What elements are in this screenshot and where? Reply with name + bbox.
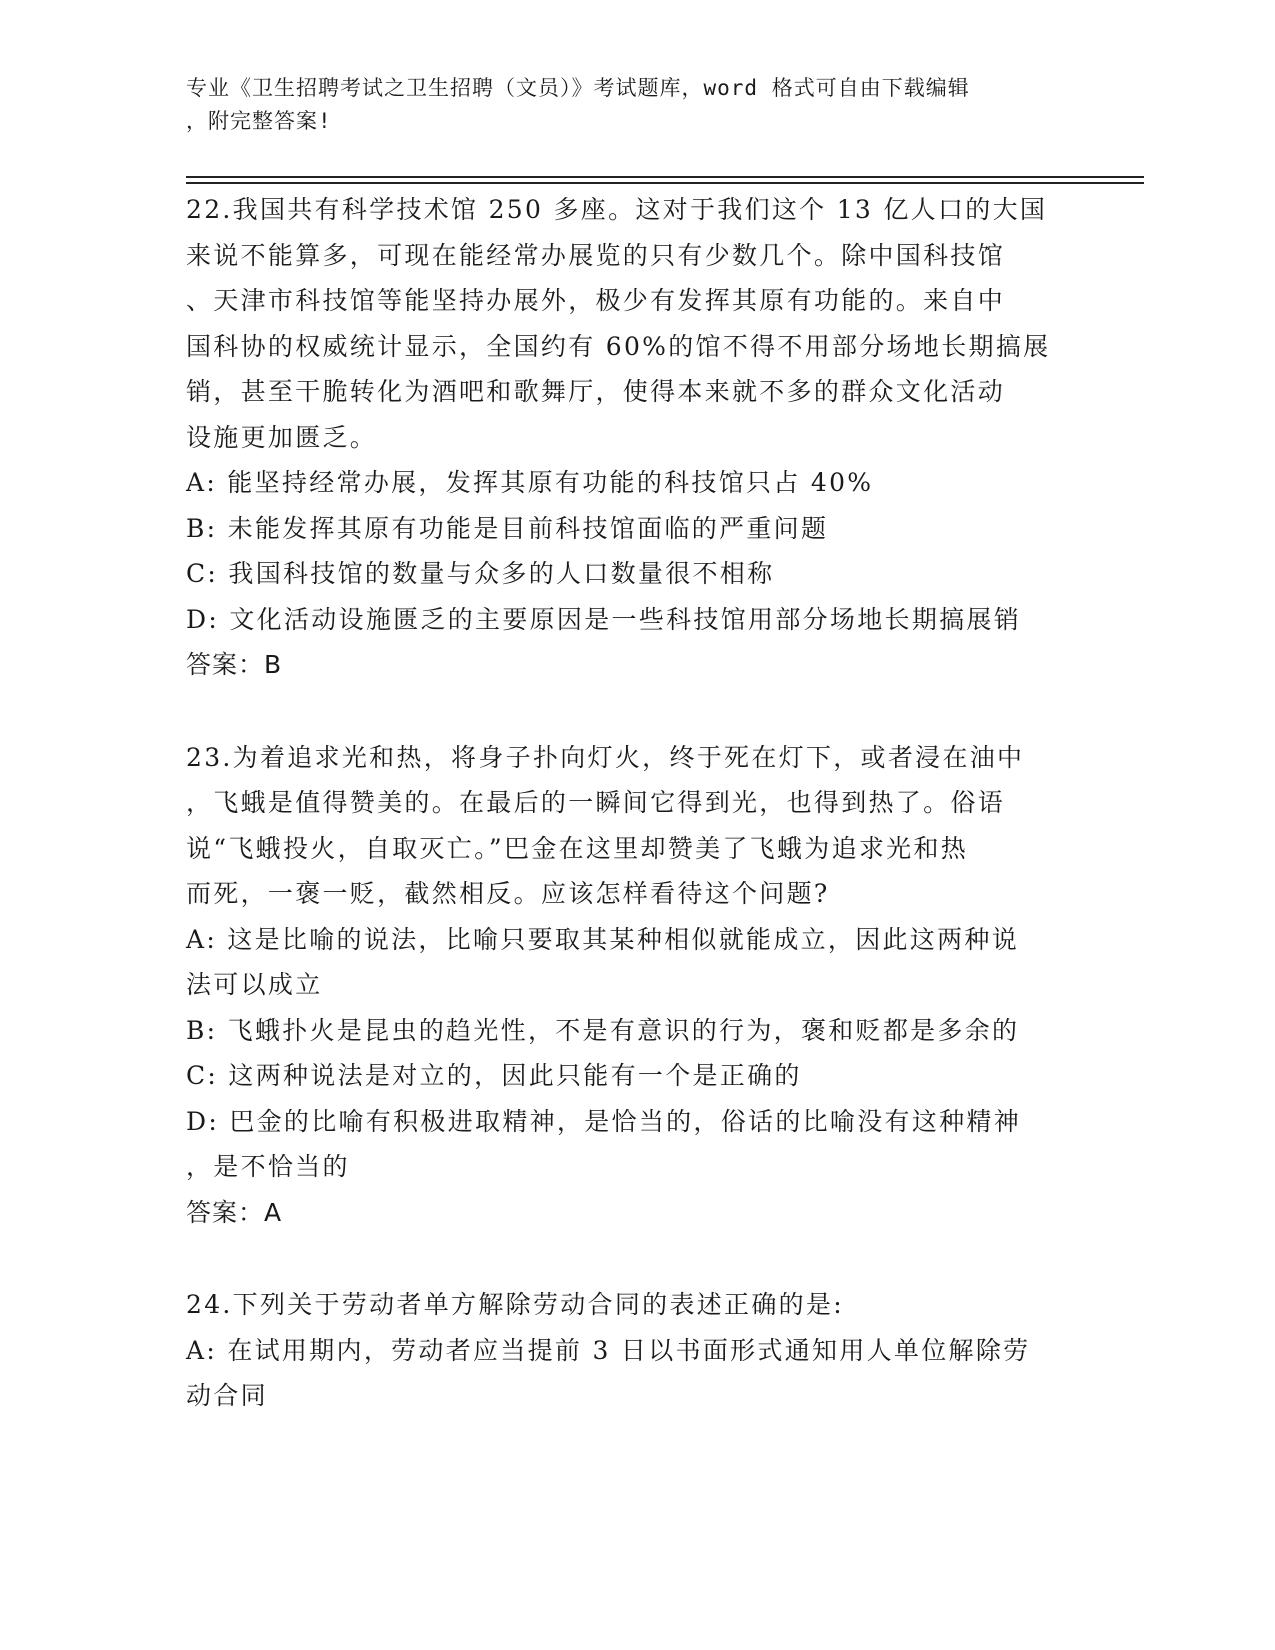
answer-label: 答案：B [186,650,283,679]
question-22 [186,187,1106,688]
answer-label: 答案：A [186,1197,283,1227]
question-text-line: 设施更加匮乏。 [186,422,378,452]
option-a-continued: 法可以成立 [186,970,323,999]
question-list [186,187,1106,1466]
question-23 [186,735,1106,1236]
question-text-line: 国科协的权威统计显示，全国约有 60%的馆不得不用部分场地长期搞展 [186,331,1051,361]
question-text-line: 来说不能算多，可现在能经常办展览的只有少数几个。除中国科技馆 [186,240,1006,270]
header-line: 专业《卫生招聘考试之卫生招聘（文员）》考试题库，word 格式可自由下载编辑 [186,76,970,100]
question-text-line: 销，甚至干脆转化为酒吧和歌舞厅，使得本来就不多的群众文化活动 [186,377,1006,406]
option-a: A: 能坚持经常办展，发挥其原有功能的科技馆只占 40% [186,468,874,497]
question-text-line: 说“飞蛾投火，自取灭亡。”巴金在这里却赞美了飞蛾为追求光和热 [186,833,969,863]
option-d: D: 巴金的比喻有积极进取精神，是恰当的，俗话的比喻没有这种精神 [186,1106,1022,1136]
question-text-line: 、天津市科技馆等能坚持办展外，极少有发挥其原有功能的。来自中 [186,286,1006,315]
header-divider-bottom [186,182,1144,184]
option-c: C: 我国科技馆的数量与众多的人口数量很不相称 [186,559,775,588]
option-d-continued: ，是不恰当的 [186,1152,350,1181]
document-header [186,72,1086,138]
option-c: C: 这两种说法是对立的，因此只能有一个是正确的 [186,1061,802,1090]
option-a-continued: 动合同 [186,1381,268,1410]
header-line: ，附完整答案! [186,109,332,133]
question-text-line: 24.下列关于劳动者单方解除劳动合同的表述正确的是: [186,1290,844,1319]
question-24 [186,1282,1106,1419]
question-text-line: 而死，一褒一贬，截然相反。应该怎样看待这个问题? [186,879,830,908]
option-b: B: 飞蛾扑火是昆虫的趋光性，不是有意识的行为，褒和贬都是多余的 [186,1015,1020,1045]
question-text-line: 22.我国共有科学技术馆 250 多座。这对于我们这个 13 亿人口的大国 [186,195,1048,224]
question-text-line: ，飞蛾是值得赞美的。在最后的一瞬间它得到光，也得到热了。俗语 [186,788,1006,817]
option-a: A: 这是比喻的说法，比喻只要取其某种相似就能成立，因此这两种说 [186,924,1020,954]
option-b: B: 未能发挥其原有功能是目前科技馆面临的严重问题 [186,513,829,543]
option-a: A: 在试用期内，劳动者应当提前 3 日以书面形式通知用人单位解除劳 [186,1335,1031,1365]
question-text-line: 23.为着追求光和热，将身子扑向灯火，终于死在灯下，或者浸在油中 [186,742,1025,772]
header-divider-top [186,176,1144,178]
option-d: D: 文化活动设施匮乏的主要原因是一些科技馆用部分场地长期搞展销 [186,604,1022,634]
